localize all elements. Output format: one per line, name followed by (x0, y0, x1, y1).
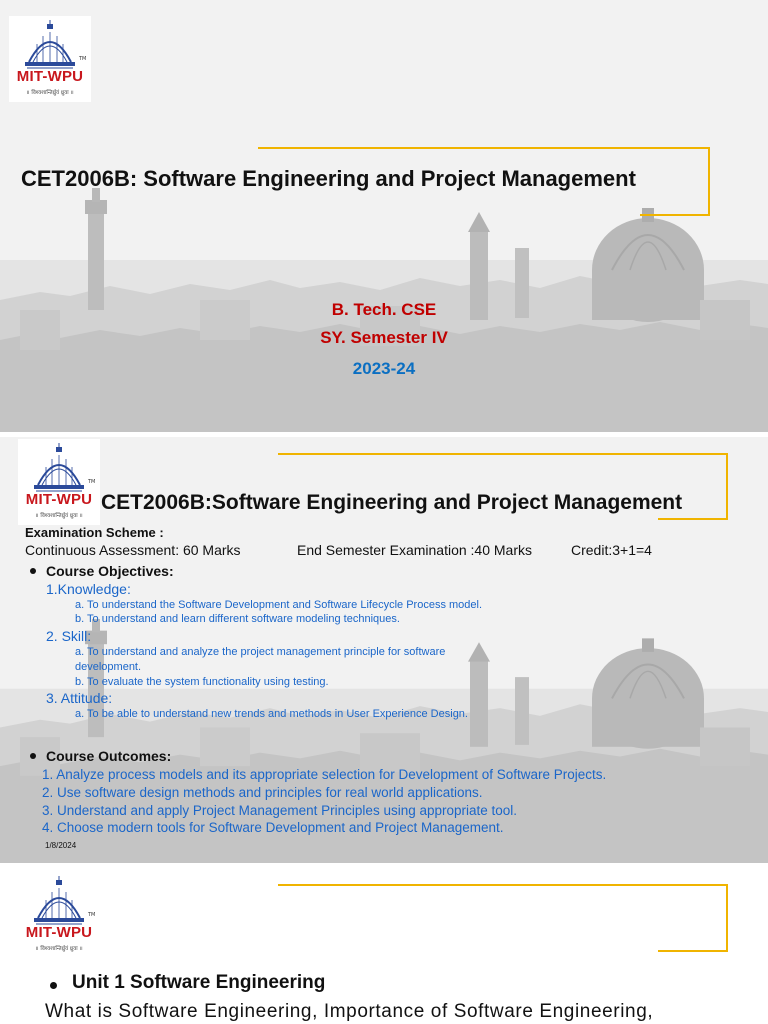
bullet-icon (30, 753, 36, 759)
gold-frame-bottom (658, 950, 728, 952)
gold-frame-bottom (640, 214, 710, 216)
knowledge-item-b: b. To understand and learn different software modeling techniques. (75, 613, 400, 625)
slide-title-text: CET2006B: Software Engineering and Project Management (21, 166, 636, 191)
logo-tm: TM (79, 56, 87, 62)
exam-scheme-heading: Examination Scheme : (25, 525, 164, 540)
academic-year-label: 2023-24 (352, 359, 416, 378)
skill-item-a-line2: development. (75, 661, 142, 673)
logo-tagline: ॥ विश्वशान्तिर्ध्रुवं ध्रुवा ॥ (35, 946, 83, 952)
bullet-icon (30, 568, 36, 574)
unit-body-text: What is Software Engineering, Importance of Software Engineering, (45, 1001, 654, 1022)
logo-tm: TM (88, 912, 96, 918)
credit-info: Credit:3+1=4 (571, 542, 652, 558)
bullet-icon (50, 982, 57, 989)
gold-frame-right (726, 453, 728, 520)
gold-frame-right (708, 147, 710, 216)
logo-tagline: ॥ विश्वशान्तिर्ध्रुवं ध्रुवा ॥ (26, 90, 74, 96)
logo-text: MIT-WPU (16, 68, 84, 85)
skill-label: 2. Skill: (46, 628, 92, 644)
mit-wpu-logo (9, 16, 91, 102)
slide-title (0, 0, 768, 432)
mit-wpu-logo (18, 872, 100, 958)
outcomes-heading: Course Outcomes: (46, 748, 172, 764)
gold-frame-top (258, 147, 710, 149)
outcome-item: 3. Understand and apply Project Management Principles using appropriate tool. (42, 803, 518, 818)
unit-heading: Unit 1 Software Engineering (72, 972, 326, 993)
outcome-item: 2. Use software design methods and principles for real world applications. (42, 785, 483, 800)
slide-course-info (0, 437, 768, 863)
semester-label: SY. Semester IV (320, 328, 448, 347)
logo-tagline: ॥ विश्वशान्तिर्ध्रुवं ध्रुवा ॥ (35, 513, 83, 519)
attitude-label: 3. Attitude: (46, 690, 113, 706)
gold-frame-right (726, 884, 728, 952)
outcome-item: 4. Choose modern tools for Software Development and Project Management. (42, 820, 504, 835)
objectives-heading: Course Objectives: (46, 563, 174, 579)
gold-frame-top (278, 453, 728, 455)
gold-frame-top (278, 884, 728, 886)
slide-title-text: CET2006B:Software Engineering and Project Management (101, 491, 683, 514)
skill-item-b: b. To evaluate the system functionality using testing. (75, 676, 329, 688)
outcome-item: 1. Analyze process models and its appropriate selection for Development of Software Projects. (42, 767, 607, 782)
program-label: B. Tech. CSE (331, 300, 437, 319)
continuous-assessment: Continuous Assessment: 60 Marks (25, 542, 241, 558)
logo-text: MIT-WPU (25, 924, 93, 941)
end-sem-exam: End Semester Examination :40 Marks (297, 542, 532, 558)
knowledge-label: 1.Knowledge: (46, 581, 131, 597)
slide-date: 1/8/2024 (45, 841, 77, 850)
knowledge-item-a: a. To understand the Software Development and Software Lifecycle Process model. (75, 599, 483, 611)
gold-frame-bottom (658, 518, 728, 520)
slide-unit-1 (0, 868, 768, 1024)
logo-tm: TM (88, 479, 96, 485)
logo-text: MIT-WPU (25, 491, 93, 508)
skill-item-a-line1: a. To understand and analyze the project management principle for software (75, 646, 446, 658)
attitude-item-a: a. To be able to understand new trends and methods in User Experience Design. (75, 708, 468, 720)
mit-wpu-logo (18, 439, 100, 525)
